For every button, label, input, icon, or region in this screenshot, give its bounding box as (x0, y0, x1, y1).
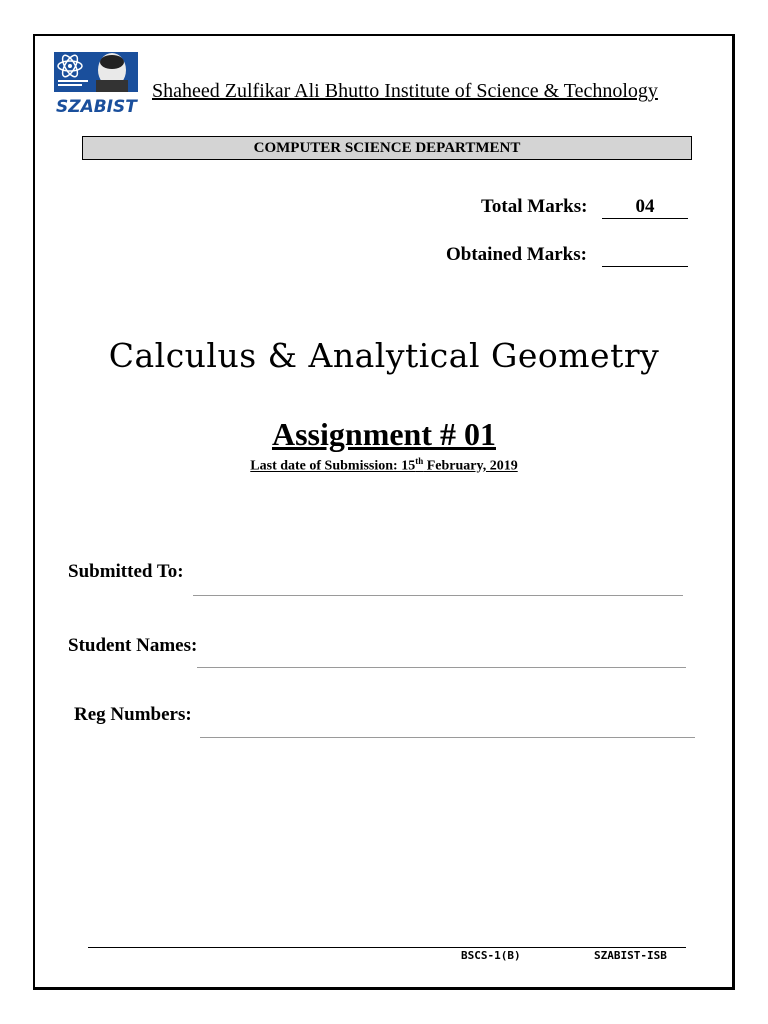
submitted-to-line (193, 594, 683, 596)
szabist-logo (52, 50, 140, 116)
page-border (33, 34, 735, 990)
footer-campus: SZABIST-ISB (594, 949, 667, 962)
assignment-title: Assignment # 01 (271, 416, 496, 452)
footer-class: BSCS-1(B) (461, 949, 521, 962)
student-names-line (197, 666, 686, 668)
footer-divider (88, 947, 686, 948)
obtained-marks-value (602, 244, 688, 267)
student-names-label: Student Names: (68, 635, 198, 656)
course-title: Calculus & Analytical Geometry (108, 336, 660, 375)
obtained-marks-label: Obtained Marks: (446, 244, 587, 265)
institute-name: Shaheed Zulfikar Ali Bhutto Institute of Science & Technology (152, 80, 658, 102)
logo-text: SZABIST (56, 97, 137, 116)
department-banner: COMPUTER SCIENCE DEPARTMENT (82, 136, 692, 160)
submission-deadline: Last date of Submission: 15th February, 2019 (250, 456, 518, 474)
submitted-to-label: Submitted To: (68, 561, 184, 582)
total-marks-label: Total Marks: (481, 196, 588, 217)
reg-numbers-label: Reg Numbers: (74, 704, 192, 725)
total-marks-value: 04 (602, 196, 688, 219)
reg-numbers-line (200, 736, 695, 738)
